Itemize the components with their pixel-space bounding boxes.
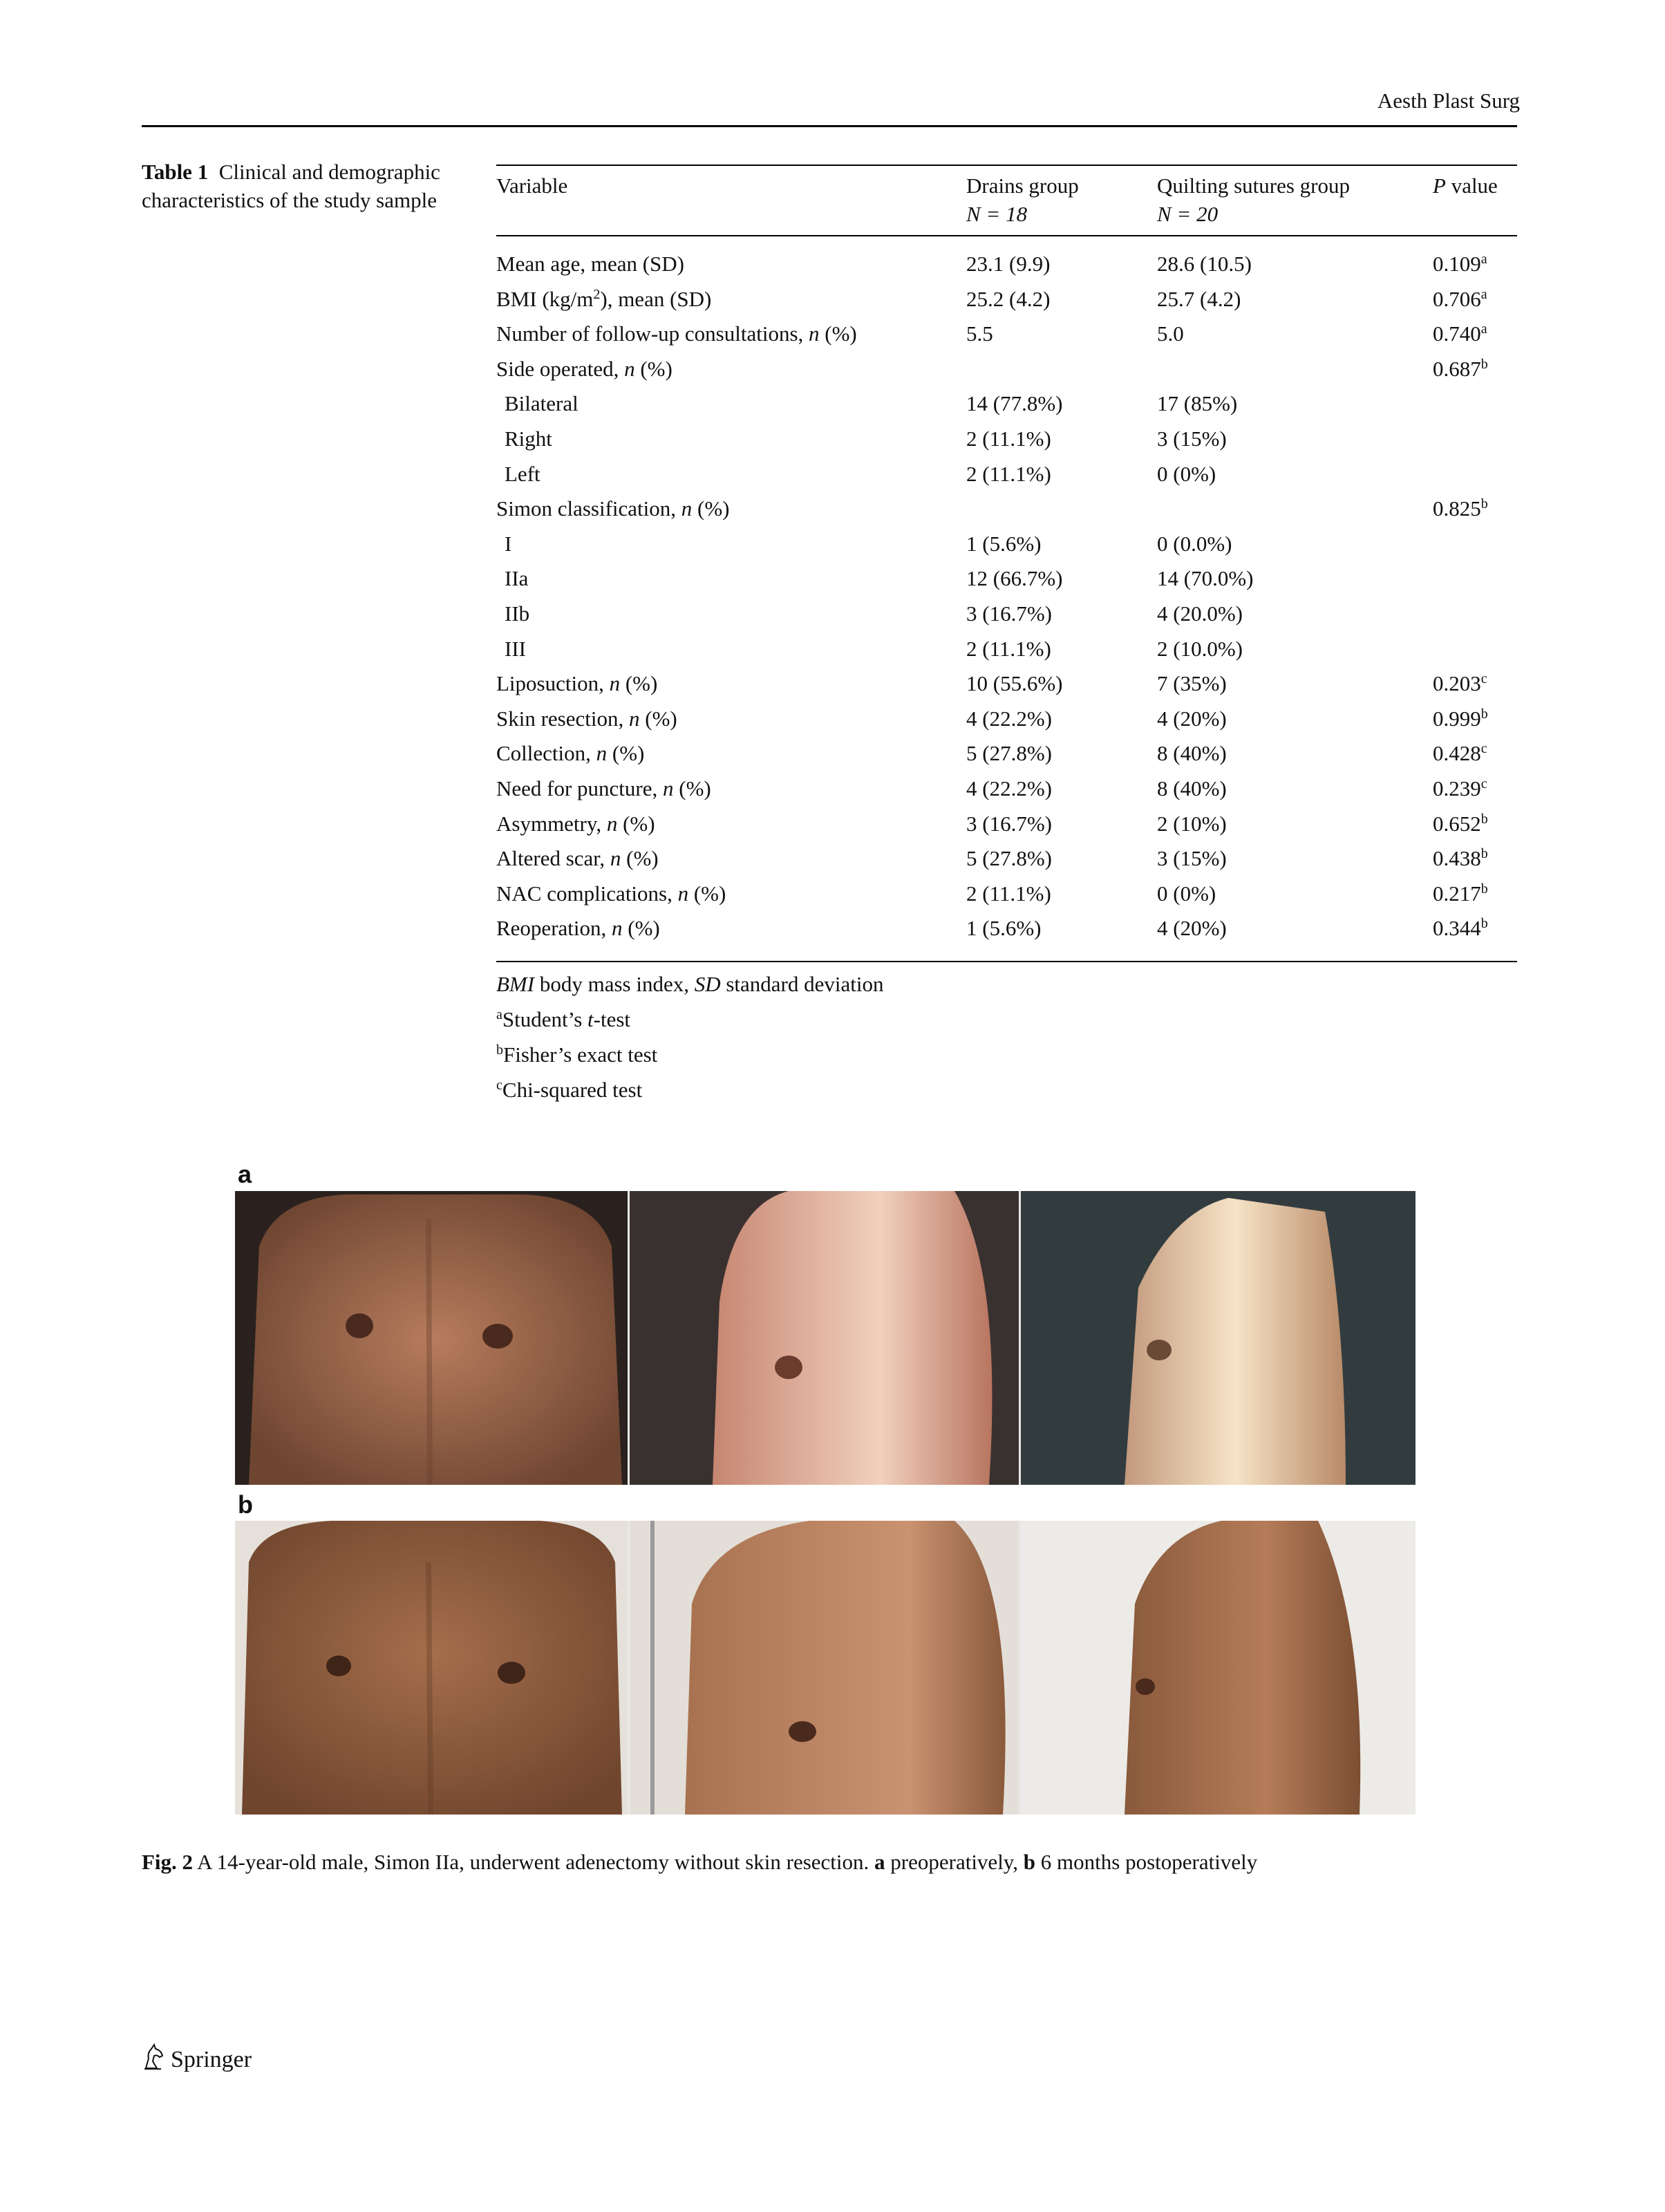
photo-postop-oblique: [628, 1521, 1019, 1815]
cell-quilting: 14 (70.0%): [1157, 566, 1254, 590]
cell-variable: Asymmetry, n (%): [496, 812, 655, 836]
cell-p-value: 0.203$^c$: [1433, 671, 1487, 695]
cell-quilting: 8 (40%): [1157, 776, 1227, 800]
cell-p-value: 0.706$^a$: [1433, 287, 1487, 311]
table-row: [0, 735, 1665, 771]
cell-quilting: 5.0: [1157, 321, 1184, 346]
table-row: [0, 561, 1665, 596]
cell-quilting: 3 (15%): [1157, 846, 1227, 870]
cell-variable: Simon classification, n (%): [496, 496, 730, 521]
table-caption-text: Clinical and demographic characteristics of the study sample: [142, 160, 440, 212]
cell-p-value: 0.652$^b$: [1433, 812, 1488, 836]
cell-variable: Left: [505, 462, 540, 486]
cell-variable: Liposuction, n (%): [496, 671, 658, 695]
cell-quilting: 28.6 (10.5): [1157, 252, 1252, 276]
cell-p-value: 0.740$^a$: [1433, 321, 1487, 346]
publisher-name: Springer: [171, 2046, 252, 2072]
table-row: [0, 246, 1665, 281]
cell-variable: Right: [505, 427, 552, 451]
table-caption: [142, 158, 453, 214]
cell-drains: 5.5: [966, 321, 993, 346]
column-header-variable: Variable: [496, 174, 568, 198]
cell-quilting: 3 (15%): [1157, 427, 1227, 451]
panel-label-b: b: [238, 1490, 253, 1519]
cell-drains: 2 (11.1%): [966, 462, 1051, 486]
cell-drains: 23.1 (9.9): [966, 252, 1051, 276]
table-row: [0, 701, 1665, 736]
cell-quilting: 0 (0%): [1157, 462, 1216, 486]
footnote-b: $^b$Fisher’s exact test: [496, 1042, 658, 1067]
cell-quilting: 2 (10.0%): [1157, 637, 1243, 661]
cell-variable: I: [505, 532, 512, 556]
cell-quilting: 17 (85%): [1157, 391, 1238, 415]
journal-running-head: Aesth Plast Surg: [1377, 88, 1520, 113]
cell-quilting: 0 (0.0%): [1157, 532, 1232, 556]
cell-variable: Mean age, mean (SD): [496, 252, 685, 276]
cell-drains: 14 (77.8%): [966, 391, 1063, 415]
table-row: [0, 910, 1665, 946]
cell-p-value: 0.239$^c$: [1433, 776, 1487, 800]
cell-variable: Altered scar, n (%): [496, 846, 659, 870]
cell-p-value: 0.438$^b$: [1433, 846, 1488, 870]
table-row: [0, 491, 1665, 526]
table-top-rule: [496, 165, 1517, 166]
photo-preop-front: [235, 1191, 628, 1485]
cell-drains: 2 (11.1%): [966, 881, 1051, 906]
cell-quilting: 0 (0%): [1157, 881, 1216, 906]
cell-variable: NAC complications, n (%): [496, 881, 726, 906]
cell-quilting: 4 (20.0%): [1157, 601, 1243, 626]
footnote-c: $^c$Chi-squared test: [496, 1078, 643, 1102]
publisher-footer: [142, 2043, 252, 2076]
panel-label-a: a: [238, 1160, 252, 1188]
cell-drains: 4 (22.2%): [966, 776, 1052, 800]
cell-quilting: 8 (40%): [1157, 741, 1227, 765]
footnote-a: $^a$Student’s t-test: [496, 1007, 631, 1031]
cell-p-value: 0.109$^a$: [1433, 252, 1487, 276]
column-header-drains: Drains group N = 18: [966, 174, 1079, 226]
photo-row-preoperative: [235, 1191, 1415, 1485]
photo-postop-front: [235, 1521, 628, 1815]
cell-variable: Collection, n (%): [496, 741, 645, 765]
cell-variable: BMI $(kg/m^2)$, mean (SD): [496, 287, 712, 311]
photo-postop-lateral: [1019, 1521, 1415, 1815]
table-row: [0, 526, 1665, 561]
photo-row-postoperative: [235, 1521, 1415, 1815]
cell-p-value: 0.825$^b$: [1433, 496, 1488, 521]
cell-drains: 1 (5.6%): [966, 916, 1042, 940]
cell-variable: Reoperation, n (%): [496, 916, 660, 940]
photo-preop-oblique: [628, 1191, 1019, 1485]
cell-drains: 12 (66.7%): [966, 566, 1063, 590]
cell-variable: III: [505, 637, 526, 661]
cell-drains: 3 (16.7%): [966, 601, 1052, 626]
table-row: [0, 316, 1665, 351]
table-row: [0, 876, 1665, 911]
cell-variable: Skin resection, n (%): [496, 706, 677, 731]
table-row: [0, 596, 1665, 631]
figure-caption: Fig. 2 A 14-year-old male, Simon IIa, underwent adenectomy without skin resection. a preoperatively, b 6 months postoperatively: [142, 1850, 1258, 1874]
footnote-abbreviations: BMI body mass index, SD standard deviation: [496, 972, 884, 996]
table-row: [0, 281, 1665, 317]
cell-p-value: 0.344$^b$: [1433, 916, 1488, 940]
table-row: [0, 806, 1665, 841]
cell-variable: IIa: [505, 566, 529, 590]
cell-drains: 3 (16.7%): [966, 812, 1052, 836]
cell-drains: 2 (11.1%): [966, 427, 1051, 451]
header-rule: [142, 125, 1517, 127]
table-bottom-rule: [496, 961, 1517, 962]
cell-quilting: 25.7 (4.2): [1157, 287, 1241, 311]
table-row: [0, 666, 1665, 701]
table-row: [0, 456, 1665, 491]
springer-horse-icon: [142, 2043, 165, 2076]
cell-p-value: 0.428$^c$: [1433, 741, 1487, 765]
photo-preop-lateral: [1019, 1191, 1415, 1485]
table-row: [0, 631, 1665, 666]
cell-p-value: 0.687$^b$: [1433, 357, 1488, 381]
cell-drains: 10 (55.6%): [966, 671, 1063, 695]
cell-variable: Side operated, n (%): [496, 357, 672, 381]
column-header-quilting: Quilting sutures group N = 20: [1157, 174, 1350, 226]
table-row: [0, 421, 1665, 456]
cell-drains: 5 (27.8%): [966, 741, 1052, 765]
table-label: Table 1: [142, 160, 209, 184]
cell-drains: 1 (5.6%): [966, 532, 1042, 556]
cell-p-value: 0.217$^b$: [1433, 881, 1488, 906]
table-header-rule: [496, 235, 1517, 236]
cell-quilting: 4 (20%): [1157, 706, 1227, 731]
cell-p-value: 0.999$^b$: [1433, 706, 1488, 731]
table-row: [0, 771, 1665, 806]
cell-quilting: 4 (20%): [1157, 916, 1227, 940]
table-row: [0, 386, 1665, 421]
cell-variable: Bilateral: [505, 391, 578, 415]
cell-drains: 4 (22.2%): [966, 706, 1052, 731]
table-row: [0, 351, 1665, 386]
cell-variable: Need for puncture, n (%): [496, 776, 711, 800]
cell-quilting: 7 (35%): [1157, 671, 1227, 695]
table-row: [0, 841, 1665, 876]
column-header-p-value: P value: [1433, 174, 1498, 198]
cell-variable: IIb: [505, 601, 530, 626]
cell-variable: Number of follow-up consultations, n (%): [496, 321, 857, 346]
cell-drains: 2 (11.1%): [966, 637, 1051, 661]
cell-quilting: 2 (10%): [1157, 812, 1227, 836]
cell-drains: 25.2 (4.2): [966, 287, 1051, 311]
cell-drains: 5 (27.8%): [966, 846, 1052, 870]
